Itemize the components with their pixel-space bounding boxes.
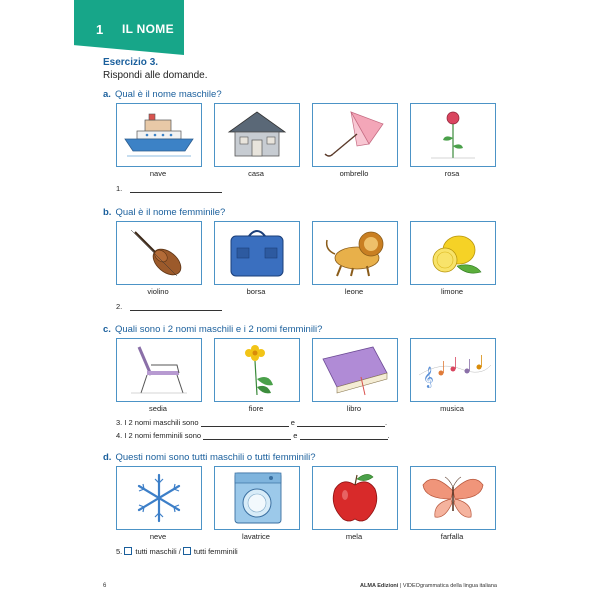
- question-letter: b.: [103, 207, 112, 218]
- caption-libro: libro: [346, 404, 362, 413]
- answer-line-2: [116, 302, 222, 311]
- ship-icon: [117, 104, 201, 166]
- question-a: [103, 89, 222, 100]
- question-letter: a.: [103, 89, 111, 100]
- image-card-borsa: [214, 221, 300, 285]
- question-letter: d.: [103, 452, 112, 463]
- chapter-number: 1: [96, 22, 104, 37]
- violin-icon: [117, 222, 201, 284]
- answer-prompt: I 2 nomi femminili sono: [124, 431, 202, 440]
- book-title: VIDEOgrammatica della lingua italiana: [402, 583, 497, 589]
- image-card-violino: [116, 221, 202, 285]
- lion-icon: [313, 222, 397, 284]
- caption-lavatrice: lavatrice: [242, 532, 270, 541]
- rose-icon: [411, 104, 495, 166]
- footer-credit: [360, 583, 497, 589]
- washing-machine-icon: [215, 467, 299, 529]
- answer-and: e: [290, 418, 295, 427]
- answer-number: 2.: [116, 302, 123, 311]
- question-text: Qual è il nome maschile?: [114, 89, 222, 100]
- caption-neve: neve: [149, 532, 167, 541]
- answer-number: 4.: [116, 431, 123, 440]
- answer-number: 5.: [116, 547, 123, 556]
- answer-end: .: [387, 431, 390, 440]
- answer-blank-3b[interactable]: [297, 418, 388, 427]
- question-text: Qual è il nome femminile?: [115, 207, 226, 218]
- image-card-leone: [312, 221, 398, 285]
- image-card-neve: [116, 466, 202, 530]
- answer-number: 3.: [116, 418, 123, 427]
- lemon-icon: [411, 222, 495, 284]
- caption-casa: casa: [248, 169, 264, 178]
- exercise-instruction: Rispondi alle domande.: [103, 70, 208, 81]
- checkbox-tutti-femminili[interactable]: [183, 547, 191, 555]
- image-card-fiore: [214, 338, 300, 402]
- umbrella-icon: [313, 104, 397, 166]
- answer-line-3: [116, 418, 387, 427]
- answer-blank-4a[interactable]: [203, 431, 291, 440]
- answer-blank-2[interactable]: [130, 302, 222, 311]
- apple-icon: [313, 467, 397, 529]
- image-card-nave: [116, 103, 202, 167]
- caption-nave: nave: [149, 169, 167, 178]
- caption-farfalla: farfalla: [440, 532, 464, 541]
- answer-blank-3a[interactable]: [201, 418, 289, 427]
- answer-and: e: [293, 431, 298, 440]
- answer-number: 1.: [116, 184, 123, 193]
- flower-icon: [215, 339, 299, 401]
- option-separator: /: [178, 547, 181, 556]
- image-card-rosa: [410, 103, 496, 167]
- image-card-libro: [312, 338, 398, 402]
- question-text: Questi nomi sono tutti maschili o tutti femminili?: [115, 452, 316, 463]
- page-number: 6: [103, 583, 107, 589]
- caption-ombrello: ombrello: [339, 169, 369, 178]
- bag-icon: [215, 222, 299, 284]
- answer-blank-1[interactable]: [130, 184, 222, 193]
- image-card-lavatrice: [214, 466, 300, 530]
- question-text: Quali sono i 2 nomi maschili e i 2 nomi femminili?: [114, 324, 323, 335]
- answer-prompt: I 2 nomi maschili sono: [124, 418, 199, 427]
- exercise-title: Esercizio 3.: [103, 57, 159, 68]
- publisher: ALMA Edizioni: [360, 583, 399, 589]
- option-label: tutti maschili: [135, 547, 177, 556]
- caption-rosa: rosa: [444, 169, 460, 178]
- answer-blank-4b[interactable]: [300, 431, 388, 440]
- butterfly-icon: [411, 467, 495, 529]
- image-card-casa: [214, 103, 300, 167]
- chair-icon: [117, 339, 201, 401]
- svg-text:𝄞: 𝄞: [423, 367, 434, 388]
- image-card-mela: [312, 466, 398, 530]
- option-label: tutti femminili: [193, 547, 238, 556]
- caption-leone: leone: [344, 287, 364, 296]
- question-d: [103, 452, 316, 463]
- answer-line-4: [116, 431, 390, 440]
- answer-line-5: [116, 547, 238, 556]
- footer-separator: |: [398, 583, 403, 589]
- image-card-sedia: [116, 338, 202, 402]
- question-letter: c.: [103, 324, 111, 335]
- question-b: [103, 207, 225, 218]
- chapter-title: IL NOME: [122, 22, 174, 36]
- image-card-ombrello: [312, 103, 398, 167]
- caption-musica: musica: [440, 404, 464, 413]
- caption-mela: mela: [345, 532, 363, 541]
- image-card-limone: [410, 221, 496, 285]
- house-icon: [215, 104, 299, 166]
- caption-fiore: fiore: [248, 404, 264, 413]
- caption-limone: limone: [440, 287, 464, 296]
- book-icon: [313, 339, 397, 401]
- caption-sedia: sedia: [149, 404, 167, 413]
- snowflake-icon: [117, 467, 201, 529]
- image-card-farfalla: [410, 466, 496, 530]
- music-notes-icon: [411, 339, 495, 401]
- question-c: [103, 324, 322, 335]
- caption-borsa: borsa: [246, 287, 266, 296]
- checkbox-tutti-maschili[interactable]: [124, 547, 132, 555]
- answer-line-1: [116, 184, 222, 193]
- caption-violino: violino: [147, 287, 169, 296]
- answer-end: .: [385, 418, 388, 427]
- image-card-musica: [410, 338, 496, 402]
